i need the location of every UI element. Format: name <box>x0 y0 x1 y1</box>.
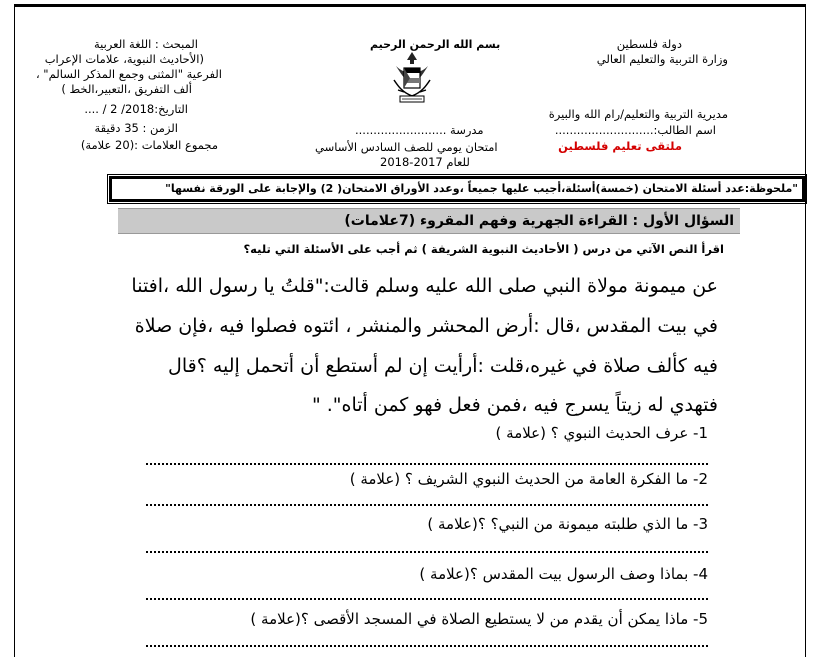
exam-year: للعام 2017-2018 <box>380 155 470 169</box>
question-3: 3- ما الذي طلبته ميمونة من النبي؟ ؟(علامة ) <box>427 515 708 533</box>
answer-line-2[interactable] <box>146 504 708 506</box>
total-marks: مجموع العلامات :(20 علامة) <box>80 138 218 152</box>
exam-note-box <box>109 176 805 202</box>
topics-line-2: الفرعية "المثنى وجمع المذكر السالم" ، <box>35 67 222 81</box>
section-one-header <box>118 208 740 234</box>
answer-line-3[interactable] <box>146 551 708 553</box>
passage-line-3: فيه كألف صلاة في غيره،قلت :أرأيت إن لم أستطع أن أتحمل إليه ؟قال <box>168 355 718 377</box>
date-field: التاريخ:2018/ 2 / .... <box>84 102 188 116</box>
palestine-emblem-icon <box>390 50 434 108</box>
question-4: 4- بماذا وصف الرسول بيت المقدس ؟(علامة ) <box>419 565 708 583</box>
passage-line-2: في بيت المقدس ،قال :أرض المحشر والمنشر ، ائتوه فصلوا فيه ،فإن صلاة <box>134 315 718 337</box>
school-field: مدرسة ......................... <box>355 123 484 137</box>
reading-instruction: اقرأ النص الآتي من درس ( الأحاديث النبوية الشريفة ) ثم أجب على الأسئلة التي تليه؟ <box>243 242 724 256</box>
answer-line-1[interactable] <box>146 463 708 465</box>
topics-line-3: ألف التفريق ،التعبير،الخط ) <box>61 82 192 96</box>
topics-line-1: (الأحاديث النبوية، علامات الإعراب <box>44 52 204 66</box>
ministry-name: وزارة التربية والتعليم العالي <box>596 52 728 66</box>
section-one-title: السؤال الأول : القراءة الجهرية وفهم المقروء (7علامات) <box>344 213 734 229</box>
exam-title: امتحان يومي للصف السادس الأساسي <box>315 140 498 154</box>
passage-line-1: عن ميمونة مولاة النبي صلى الله عليه وسلم قالت:"قلتُ يا رسول الله ،افتنا <box>131 275 718 297</box>
time-field: الزمن : 35 دقيقة <box>94 121 178 135</box>
page-border-left <box>14 4 15 657</box>
question-5: 5- ماذا يمكن أن يقدم من لا يستطيع الصلاة في المسجد الأقصى ؟(علامة ) <box>250 610 708 628</box>
state-name: دولة فلسطين <box>616 37 682 51</box>
basmala: بسم الله الرحمن الرحيم <box>370 38 501 51</box>
passage-line-4: فتهدي له زيتاً يسرج فيه ،فمن فعل فهو كمن أتاه". " <box>311 394 718 416</box>
page-border-top <box>14 4 806 7</box>
student-name-field: اسم الطالب:........................... <box>554 123 716 137</box>
question-2: 2- ما الفكرة العامة من الحديث النبوي الشريف ؟ (علامة ) <box>349 470 708 488</box>
exam-note-text: "ملحوظة:عدد أسئلة الامتحان (خمسة)أسئلة،أجيب عليها جميعاً ،وعدد الأوراق الامتحان( 2) والإجابة على الورقة نفسها" <box>165 182 798 195</box>
forum-name: ملتقى تعليم فلسطين <box>558 139 682 153</box>
subject-label: المبحث : اللغة العربية <box>93 37 198 51</box>
directorate-name: مديرية التربية والتعليم/رام الله والبيرة <box>548 107 728 121</box>
question-1: 1- عرف الحديث النبوي ؟ (علامة ) <box>495 424 708 442</box>
answer-line-4[interactable] <box>146 598 708 600</box>
answer-line-5[interactable] <box>146 645 708 647</box>
page-border-right <box>805 4 806 657</box>
